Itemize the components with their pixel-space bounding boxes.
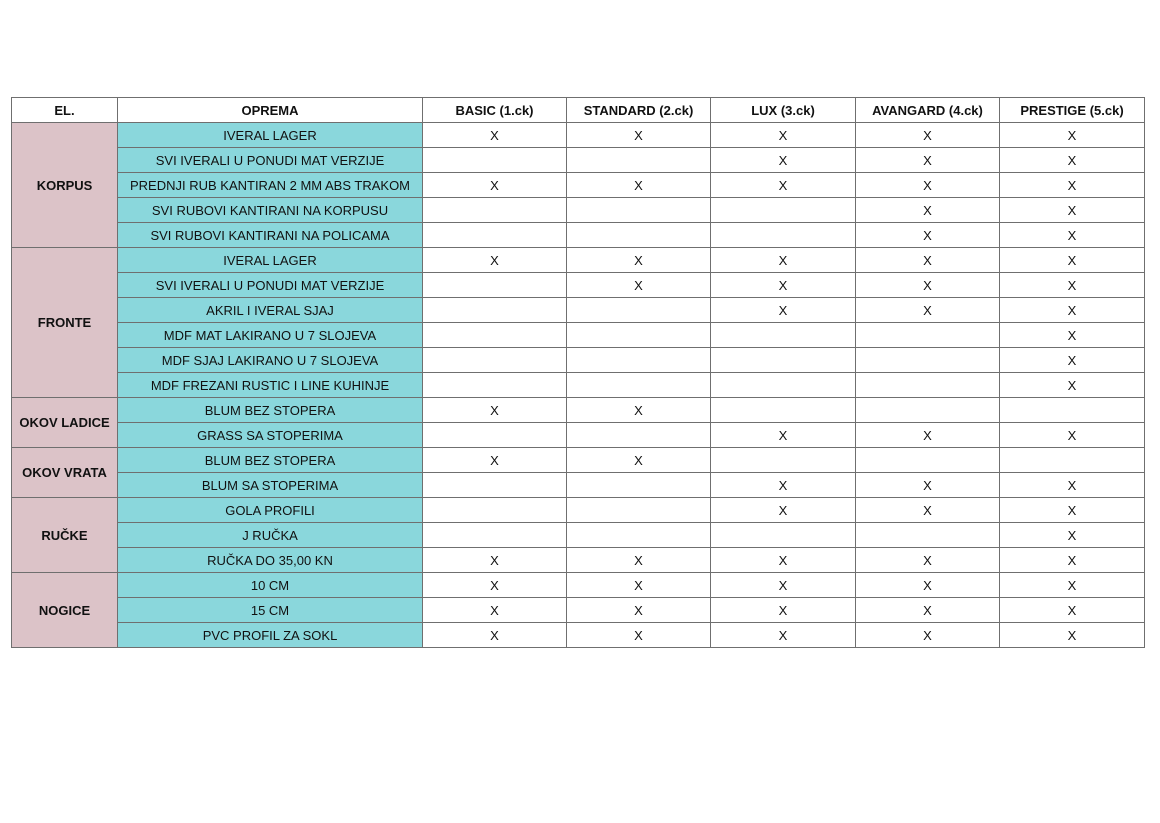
table-row [12, 323, 1145, 348]
package-mark-cell [423, 423, 567, 448]
package-mark-cell: X [1000, 498, 1145, 523]
package-mark-cell: X [1000, 323, 1145, 348]
package-mark-cell [423, 223, 567, 248]
package-mark-cell [856, 398, 1000, 423]
package-mark-cell: X [711, 248, 856, 273]
table-row [12, 573, 1145, 598]
header-oprema: OPREMA [118, 98, 423, 123]
category-cell: RUČKE [12, 498, 118, 573]
package-mark-cell [567, 148, 711, 173]
package-mark-cell [711, 448, 856, 473]
package-mark-cell: X [1000, 248, 1145, 273]
package-mark-cell: X [567, 273, 711, 298]
package-mark-cell: X [711, 123, 856, 148]
table-row [12, 623, 1145, 648]
package-mark-cell [711, 348, 856, 373]
category-cell: KORPUS [12, 123, 118, 248]
table-row [12, 223, 1145, 248]
package-mark-cell: X [1000, 298, 1145, 323]
package-mark-cell [423, 373, 567, 398]
package-mark-cell [423, 473, 567, 498]
package-mark-cell: X [856, 198, 1000, 223]
package-mark-cell: X [1000, 373, 1145, 398]
package-mark-cell: X [856, 623, 1000, 648]
table-row [12, 473, 1145, 498]
package-mark-cell: X [856, 173, 1000, 198]
package-mark-cell: X [856, 573, 1000, 598]
package-mark-cell: X [711, 498, 856, 523]
package-mark-cell [711, 373, 856, 398]
package-mark-cell: X [711, 573, 856, 598]
package-mark-cell: X [856, 423, 1000, 448]
package-mark-cell: X [711, 173, 856, 198]
equipment-item-cell: BLUM BEZ STOPERA [118, 448, 423, 473]
package-mark-cell: X [1000, 598, 1145, 623]
package-mark-cell [423, 148, 567, 173]
package-mark-cell: X [567, 598, 711, 623]
package-mark-cell: X [1000, 273, 1145, 298]
table-row [12, 173, 1145, 198]
package-mark-cell [856, 323, 1000, 348]
table-row [12, 523, 1145, 548]
table-row [12, 548, 1145, 573]
equipment-item-cell: PREDNJI RUB KANTIRAN 2 MM ABS TRAKOM [118, 173, 423, 198]
table-row [12, 273, 1145, 298]
package-mark-cell: X [567, 573, 711, 598]
package-mark-cell [711, 523, 856, 548]
table-row [12, 198, 1145, 223]
package-mark-cell: X [711, 148, 856, 173]
category-cell: OKOV LADICE [12, 398, 118, 448]
package-mark-cell: X [567, 248, 711, 273]
package-mark-cell [423, 348, 567, 373]
package-mark-cell: X [856, 548, 1000, 573]
table-body [12, 123, 1145, 648]
package-mark-cell: X [711, 548, 856, 573]
package-mark-cell: X [856, 298, 1000, 323]
table-row [12, 598, 1145, 623]
equipment-item-cell: RUČKA DO 35,00 KN [118, 548, 423, 573]
package-mark-cell [423, 523, 567, 548]
equipment-item-cell: MDF FREZANI RUSTIC I LINE KUHINJE [118, 373, 423, 398]
header-row [12, 98, 1145, 123]
package-mark-cell: X [423, 123, 567, 148]
package-mark-cell: X [1000, 223, 1145, 248]
package-mark-cell [423, 273, 567, 298]
package-mark-cell [567, 423, 711, 448]
package-mark-cell: X [423, 548, 567, 573]
equipment-item-cell: PVC PROFIL ZA SOKL [118, 623, 423, 648]
package-mark-cell: X [423, 398, 567, 423]
package-mark-cell: X [711, 423, 856, 448]
package-mark-cell [567, 298, 711, 323]
package-mark-cell: X [856, 598, 1000, 623]
equipment-item-cell: MDF SJAJ LAKIRANO U 7 SLOJEVA [118, 348, 423, 373]
equipment-item-cell: SVI IVERALI U PONUDI MAT VERZIJE [118, 273, 423, 298]
package-mark-cell: X [1000, 173, 1145, 198]
equipment-item-cell: SVI RUBOVI KANTIRANI NA KORPUSU [118, 198, 423, 223]
table-row [12, 423, 1145, 448]
header-standard: STANDARD (2.ck) [567, 98, 711, 123]
package-mark-cell [1000, 398, 1145, 423]
package-mark-cell [1000, 448, 1145, 473]
package-mark-cell: X [567, 548, 711, 573]
package-mark-cell [567, 348, 711, 373]
package-mark-cell: X [856, 473, 1000, 498]
equipment-item-cell: 10 CM [118, 573, 423, 598]
package-mark-cell: X [423, 573, 567, 598]
package-mark-cell: X [423, 173, 567, 198]
package-mark-cell: X [856, 498, 1000, 523]
package-mark-cell: X [1000, 473, 1145, 498]
equipment-item-cell: BLUM SA STOPERIMA [118, 473, 423, 498]
package-mark-cell: X [711, 473, 856, 498]
package-mark-cell [423, 198, 567, 223]
package-mark-cell: X [423, 598, 567, 623]
equipment-item-cell: BLUM BEZ STOPERA [118, 398, 423, 423]
table-row [12, 148, 1145, 173]
package-mark-cell: X [856, 123, 1000, 148]
package-mark-cell: X [1000, 148, 1145, 173]
package-mark-cell: X [711, 623, 856, 648]
header-el: EL. [12, 98, 118, 123]
package-mark-cell [567, 498, 711, 523]
package-mark-cell: X [567, 173, 711, 198]
package-mark-cell: X [1000, 123, 1145, 148]
package-mark-cell: X [1000, 523, 1145, 548]
package-mark-cell [423, 323, 567, 348]
equipment-item-cell: IVERAL LAGER [118, 123, 423, 148]
package-mark-cell [567, 223, 711, 248]
package-mark-cell [711, 198, 856, 223]
package-mark-cell [711, 323, 856, 348]
header-avangard: AVANGARD (4.ck) [856, 98, 1000, 123]
equipment-item-cell: GRASS SA STOPERIMA [118, 423, 423, 448]
table-row [12, 298, 1145, 323]
package-mark-cell: X [711, 273, 856, 298]
package-mark-cell: X [711, 598, 856, 623]
package-mark-cell: X [423, 623, 567, 648]
table-row [12, 123, 1145, 148]
table-row [12, 348, 1145, 373]
equipment-item-cell: SVI RUBOVI KANTIRANI NA POLICAMA [118, 223, 423, 248]
equipment-item-cell: AKRIL I IVERAL SJAJ [118, 298, 423, 323]
table-row [12, 498, 1145, 523]
package-mark-cell: X [1000, 198, 1145, 223]
package-mark-cell: X [856, 223, 1000, 248]
package-mark-cell [567, 198, 711, 223]
equipment-item-cell: SVI IVERALI U PONUDI MAT VERZIJE [118, 148, 423, 173]
equipment-item-cell: GOLA PROFILI [118, 498, 423, 523]
package-mark-cell [711, 398, 856, 423]
package-mark-cell: X [423, 248, 567, 273]
package-mark-cell [856, 373, 1000, 398]
package-mark-cell: X [567, 623, 711, 648]
equipment-item-cell: 15 CM [118, 598, 423, 623]
package-mark-cell: X [711, 298, 856, 323]
header-basic: BASIC (1.ck) [423, 98, 567, 123]
table-row [12, 373, 1145, 398]
package-mark-cell: X [1000, 623, 1145, 648]
package-mark-cell: X [1000, 573, 1145, 598]
table-row [12, 398, 1145, 423]
package-mark-cell: X [567, 123, 711, 148]
equipment-item-cell: J RUČKA [118, 523, 423, 548]
package-mark-cell [856, 523, 1000, 548]
package-mark-cell: X [856, 273, 1000, 298]
table-row [12, 248, 1145, 273]
package-mark-cell [423, 498, 567, 523]
header-lux: LUX (3.ck) [711, 98, 856, 123]
category-cell: NOGICE [12, 573, 118, 648]
package-mark-cell: X [856, 248, 1000, 273]
package-mark-cell: X [1000, 423, 1145, 448]
package-mark-cell [856, 348, 1000, 373]
equipment-item-cell: IVERAL LAGER [118, 248, 423, 273]
package-mark-cell: X [1000, 548, 1145, 573]
package-mark-cell: X [423, 448, 567, 473]
package-mark-cell: X [567, 398, 711, 423]
package-mark-cell [856, 448, 1000, 473]
package-mark-cell [567, 523, 711, 548]
package-mark-cell [423, 298, 567, 323]
table-row [12, 448, 1145, 473]
equipment-item-cell: MDF MAT LAKIRANO U 7 SLOJEVA [118, 323, 423, 348]
category-cell: FRONTE [12, 248, 118, 398]
equipment-comparison-table [11, 97, 1145, 648]
category-cell: OKOV VRATA [12, 448, 118, 498]
package-mark-cell: X [1000, 348, 1145, 373]
package-mark-cell [567, 323, 711, 348]
package-mark-cell: X [567, 448, 711, 473]
package-mark-cell [711, 223, 856, 248]
header-prestige: PRESTIGE (5.ck) [1000, 98, 1145, 123]
package-mark-cell [567, 473, 711, 498]
package-mark-cell [567, 373, 711, 398]
package-mark-cell: X [856, 148, 1000, 173]
